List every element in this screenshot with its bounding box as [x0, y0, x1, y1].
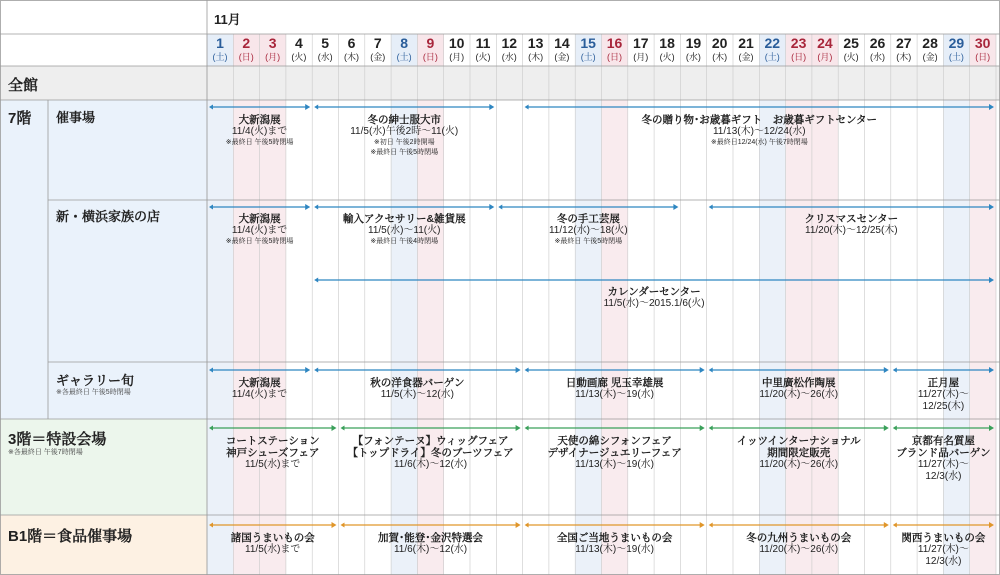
day-number-20: 20: [711, 35, 728, 51]
event-e7: [709, 213, 994, 237]
event-title: 京都有名質屋: [911, 435, 975, 447]
event-title-line2: ブランド品バーゲン: [896, 447, 991, 459]
section-all-label: 全館: [8, 77, 39, 94]
event-e17: [709, 435, 889, 471]
event-e2: [314, 114, 494, 158]
event-title-line2: デザイナージュエリーフェア: [547, 447, 682, 459]
day-number-19: 19: [685, 35, 702, 51]
event-dates: 11/5(木)～12(水): [380, 389, 454, 400]
day-number-15: 15: [580, 35, 596, 51]
day-number-25: 25: [843, 35, 859, 51]
event-title-line2: 神戸シューズフェア: [226, 447, 320, 459]
event-dates: 11/4(火)まで: [231, 389, 288, 400]
day-weekday-30: (日): [975, 52, 991, 62]
event-e9: [209, 377, 310, 401]
day-number-30: 30: [974, 35, 991, 51]
day-weekday-22: (土): [764, 52, 780, 62]
event-dates: 11/4(火)まで: [231, 126, 288, 137]
event-title: 全国ご当地うまいもの会: [556, 532, 673, 544]
event-dates: 11/20(木)～26(水): [759, 544, 839, 555]
event-dates: 11/27(木)～: [917, 459, 969, 470]
day-number-7: 7: [373, 35, 382, 51]
event-title: 正月屋: [927, 377, 960, 389]
event-title: 冬の贈り物･お歳暮ギフト お歳暮ギフトセンター: [641, 114, 878, 126]
section-3f-note: ※各最終日 午後7時閉場: [8, 449, 83, 456]
event-title: 冬の紳士服大市: [367, 114, 441, 126]
event-title: カレンダーセンター: [607, 286, 701, 298]
event-dates: 12/3(水): [925, 556, 962, 567]
day-weekday-4: (火): [291, 52, 307, 62]
day-weekday-20: (木): [712, 52, 728, 62]
day-weekday-16: (日): [607, 52, 622, 62]
event-e8: [314, 286, 994, 310]
day-weekday-28: (金): [922, 52, 938, 62]
event-dates: 11/20(木)～12/25(木): [805, 225, 898, 236]
event-e23: [893, 532, 994, 568]
row-label-family-store: 新・横浜家族の店: [56, 209, 161, 224]
event-dates: 12/25(木): [922, 401, 965, 412]
event-e16: [525, 435, 705, 471]
day-number-8: 8: [400, 35, 408, 51]
day-weekday-25: (火): [843, 52, 859, 62]
day-weekday-19: (水): [685, 52, 701, 62]
event-title: 関西うまいもの会: [901, 532, 986, 544]
event-e5: [314, 213, 494, 247]
row-label-gallery: ギャラリー旬: [56, 373, 135, 388]
event-e10: [314, 377, 520, 401]
day-weekday-9: (日): [422, 52, 438, 62]
event-dates: 11/13(木)～19(水): [575, 459, 654, 470]
day-weekday-6: (木): [344, 52, 359, 62]
event-dates: 11/27(木)～: [917, 389, 969, 400]
event-title: 諸国うまいもの会: [230, 532, 315, 544]
event-dates: 11/5(水)午後2時～11(火): [350, 126, 459, 137]
month-label: 11月: [214, 12, 241, 27]
day-weekday-3: (月): [265, 52, 281, 62]
event-title: クリスマスセンター: [804, 213, 899, 225]
day-number-12: 12: [501, 35, 518, 51]
event-title: 冬の手工芸展: [556, 213, 620, 225]
event-dates: 11/13(木)～19(水): [575, 389, 654, 400]
day-number-13: 13: [527, 35, 544, 51]
row-label-event-hall: 催事場: [56, 110, 96, 125]
day-number-26: 26: [869, 35, 886, 51]
event-title: 冬の九州うまいもの会: [746, 532, 852, 544]
event-e13: [893, 377, 994, 413]
day-weekday-26: (水): [870, 52, 885, 62]
day-weekday-2: (日): [238, 52, 254, 62]
event-e1: [209, 114, 310, 148]
day-weekday-17: (月): [633, 52, 649, 62]
day-number-10: 10: [448, 35, 465, 51]
event-title: イッツインターナショナル: [736, 435, 861, 447]
event-note: ※最終日 午後5時閉場: [225, 139, 294, 146]
event-e18: [893, 435, 994, 483]
section-b1-label: B1階＝食品催事場: [8, 528, 133, 545]
event-title: 大新潟展: [238, 213, 281, 225]
event-title: 輸入アクセサリー&雑貨展: [342, 213, 466, 225]
day-number-9: 9: [426, 35, 435, 51]
event-e22: [709, 532, 889, 556]
day-number-24: 24: [817, 35, 833, 51]
event-title: 大新潟展: [238, 377, 281, 389]
day-weekday-5: (水): [317, 52, 333, 62]
day-number-5: 5: [321, 35, 330, 51]
event-title: コートステーション: [225, 435, 320, 447]
event-note: ※最終日 午後4時閉場: [370, 238, 439, 245]
band-all: [0, 66, 1000, 100]
day-weekday-11: (火): [475, 52, 491, 62]
day-number-14: 14: [554, 35, 570, 51]
day-weekday-27: (木): [896, 52, 912, 62]
day-number-27: 27: [896, 35, 912, 51]
day-number-22: 22: [764, 35, 781, 51]
event-dates: 11/6(木)～12(水): [393, 459, 468, 470]
event-dates: 11/5(水)まで: [245, 459, 301, 470]
day-weekday-8: (土): [396, 52, 412, 62]
day-weekday-1: (土): [212, 52, 228, 62]
event-title: 加賀･能登･金沢特選会: [378, 532, 484, 544]
day-weekday-18: (火): [659, 52, 675, 62]
event-note: ※最終日 午後5時閉場: [370, 149, 439, 156]
row-note-gallery: ※各最終日 午後5時閉場: [56, 389, 131, 396]
event-title-line2: 期間限定販売: [767, 447, 831, 459]
event-dates: 11/5(水)まで: [245, 544, 301, 555]
day-number-29: 29: [948, 35, 965, 51]
event-note: ※最終日 午後5時閉場: [554, 238, 623, 245]
day-number-4: 4: [294, 35, 303, 51]
event-note: ※最終日12/24(水) 午後7時閉場: [710, 139, 808, 146]
event-dates: 11/27(木)～: [917, 544, 969, 555]
event-dates: 11/6(木)～12(水): [393, 544, 468, 555]
day-number-16: 16: [606, 35, 623, 51]
event-dates: 11/20(木)～26(水): [759, 389, 839, 400]
day-number-18: 18: [659, 35, 675, 51]
event-note: ※最終日 午後5時閉場: [225, 238, 294, 245]
day-weekday-15: (土): [580, 52, 596, 62]
event-dates: 11/13(木)～12/24(水): [712, 126, 806, 137]
event-title: 中里廣松作陶展: [761, 377, 836, 389]
event-e3: [525, 114, 994, 148]
event-dates: 11/4(火)まで: [231, 225, 288, 236]
day-weekday-14: (金): [554, 52, 570, 62]
event-title: 天使の綿シフォンフェア: [557, 435, 672, 447]
day-weekday-13: (木): [528, 52, 544, 62]
event-e14: [209, 435, 337, 471]
event-e6: [498, 213, 678, 247]
event-e11: [525, 377, 705, 401]
event-dates: 11/5(水)～11(火): [368, 225, 441, 236]
event-title: 【フォンテーヌ】ウィッグフェア: [352, 435, 509, 447]
event-title-line2: 【トップドライ】冬のブーツフェア: [347, 447, 514, 459]
event-title: 大新潟展: [238, 114, 281, 126]
day-weekday-21: (金): [738, 52, 754, 62]
event-dates: 12/3(水): [925, 471, 962, 482]
event-e4: [209, 213, 310, 247]
event-e19: [209, 532, 337, 556]
day-number-3: 3: [268, 35, 277, 51]
event-dates: 11/20(木)～26(水): [759, 459, 839, 470]
event-e21: [525, 532, 705, 556]
day-number-11: 11: [475, 35, 491, 51]
event-dates: 11/5(水)～2015.1/6(火): [603, 298, 705, 309]
day-number-17: 17: [633, 35, 649, 51]
event-e20: [341, 532, 521, 556]
day-weekday-12: (水): [501, 52, 517, 62]
day-number-6: 6: [347, 35, 356, 51]
day-weekday-29: (土): [948, 52, 964, 62]
event-title: 日動画廊 児玉幸雄展: [565, 377, 664, 389]
day-number-28: 28: [922, 35, 938, 51]
event-e12: [709, 377, 889, 401]
section-3f-label: 3階＝特設会場: [8, 431, 107, 448]
event-dates: 11/13(木)～19(水): [575, 544, 654, 555]
day-weekday-23: (日): [791, 52, 807, 62]
day-number-21: 21: [738, 35, 754, 51]
section-7f-label: 7階: [8, 110, 32, 127]
day-weekday-7: (金): [370, 52, 386, 62]
day-weekday-24: (月): [817, 52, 833, 62]
event-title: 秋の洋食器バーゲン: [370, 377, 465, 389]
day-number-23: 23: [790, 35, 807, 51]
day-weekday-10: (月): [449, 52, 465, 62]
day-number-2: 2: [242, 35, 251, 51]
event-dates: 11/12(水)～18(火): [548, 225, 628, 236]
event-note: ※初日 午後2時開場: [373, 139, 435, 146]
event-e15: [341, 435, 521, 471]
day-number-1: 1: [216, 35, 224, 51]
